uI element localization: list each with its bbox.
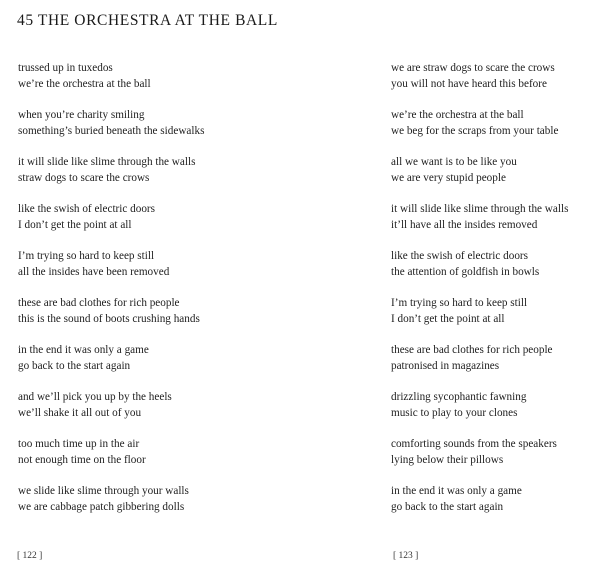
- stanza: [391, 484, 568, 531]
- stanza: [391, 108, 568, 155]
- verse-line: like the swish of electric doors: [391, 250, 529, 262]
- verse-line: lying below their pillows: [391, 453, 504, 466]
- verse-line: these are bad clothes for rich people: [18, 297, 180, 309]
- stanza: [18, 249, 204, 296]
- verse-line: the attention of goldfish in bowls: [391, 265, 540, 278]
- verse-line: in the end it was only a game: [391, 485, 522, 497]
- verse-line: you will not have heard this before: [391, 77, 547, 90]
- stanza: [391, 296, 568, 343]
- stanza: [18, 343, 204, 390]
- stanza: [391, 343, 568, 390]
- page-number-left: [ 122 ]: [17, 551, 43, 561]
- verse-line: I’m trying so hard to keep still: [391, 297, 528, 309]
- verse-line: I don’t get the point at all: [18, 218, 132, 231]
- stanza: [18, 390, 204, 437]
- verse-line: we’re the orchestra at the ball: [18, 77, 151, 90]
- verse-line: not enough time on the floor: [18, 453, 146, 466]
- verse-line: all we want is to be like you: [391, 156, 517, 168]
- verse-line: we are straw dogs to scare the crows: [391, 62, 555, 74]
- verse-line: all the insides have been removed: [18, 265, 170, 278]
- stanza: [18, 202, 204, 249]
- verse-line: like the swish of electric doors: [18, 203, 156, 215]
- verse-line: patronised in magazines: [391, 359, 500, 372]
- verse-line: and we’ll pick you up by the heels: [18, 391, 172, 403]
- verse-line: it will slide like slime through the walls: [391, 203, 569, 215]
- verse-line: we slide like slime through your walls: [18, 485, 189, 497]
- verse-line: I don’t get the point at all: [391, 312, 505, 325]
- verse-line: it’ll have all the insides removed: [391, 218, 538, 231]
- verse-line: when you’re charity smiling: [18, 109, 145, 121]
- verse-line: go back to the start again: [18, 359, 131, 372]
- page-number-right: [ 123 ]: [393, 551, 419, 561]
- stanza: [18, 108, 204, 155]
- left-page-column: [18, 61, 204, 531]
- stanza: [391, 249, 568, 296]
- stanza: [18, 296, 204, 343]
- verse-line: straw dogs to scare the crows: [18, 171, 150, 184]
- stanza: [391, 155, 568, 202]
- verse-line: we are very stupid people: [391, 171, 506, 184]
- verse-line: I’m trying so hard to keep still: [18, 250, 155, 262]
- stanza: [391, 61, 568, 108]
- verse-line: we’ll shake it all out of you: [18, 406, 142, 419]
- stanza: [391, 437, 568, 484]
- verse-line: we are cabbage patch gibbering dolls: [18, 500, 185, 513]
- verse-line: go back to the start again: [391, 500, 504, 513]
- stanza: [18, 155, 204, 202]
- verse-line: these are bad clothes for rich people: [391, 344, 553, 356]
- verse-line: too much time up in the air: [18, 438, 140, 450]
- verse-line: in the end it was only a game: [18, 344, 149, 356]
- verse-line: we beg for the scraps from your table: [391, 124, 559, 137]
- verse-line: something’s buried beneath the sidewalks: [18, 124, 205, 137]
- verse-line: trussed up in tuxedos: [18, 62, 113, 74]
- verse-line: this is the sound of boots crushing hands: [18, 312, 200, 325]
- stanza: [391, 202, 568, 249]
- verse-line: we’re the orchestra at the ball: [391, 109, 524, 121]
- stanza: [18, 484, 204, 531]
- stanza: [18, 61, 204, 108]
- poem-title: 45 THE ORCHESTRA AT THE BALL: [17, 12, 278, 29]
- right-page-column: [391, 61, 568, 531]
- verse-line: it will slide like slime through the walls: [18, 156, 196, 168]
- stanza: [18, 437, 204, 484]
- verse-line: comforting sounds from the speakers: [391, 438, 557, 450]
- verse-line: drizzling sycophantic fawning: [391, 391, 527, 403]
- stanza: [391, 390, 568, 437]
- verse-line: music to play to your clones: [391, 406, 518, 419]
